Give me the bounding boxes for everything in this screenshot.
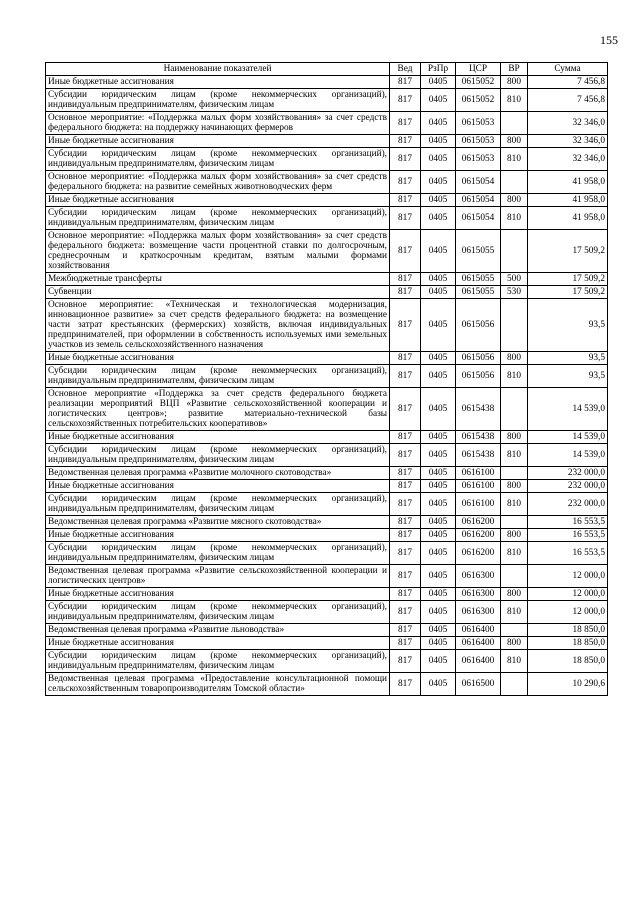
cell-name: Субсидии юридическим лицам (кроме некоммерческих организаций), индивидуальным предпринимателям, физическим лицам (46, 89, 390, 112)
cell-name: Иные бюджетные ассигнования (46, 352, 390, 365)
cell-csr: 0615438 (456, 431, 501, 444)
cell-csr: 0616400 (456, 637, 501, 650)
cell-csr: 0615053 (456, 112, 501, 135)
cell-csr: 0616200 (456, 516, 501, 529)
cell-rzpr: 0405 (421, 650, 456, 673)
table-row (46, 299, 608, 352)
table-row (46, 624, 608, 637)
cell-ved: 817 (390, 565, 421, 588)
table-row (46, 516, 608, 529)
cell-name: Основное мероприятие: «Поддержка малых форм хозяйствования» за счет средств федерального бюджета: на поддержку начинающих фермеров (46, 112, 390, 135)
cell-csr: 0616100 (456, 467, 501, 480)
cell-vr: 800 (501, 431, 528, 444)
cell-vr (501, 112, 528, 135)
table-row (46, 207, 608, 230)
cell-ved: 817 (390, 529, 421, 542)
budget-table (45, 62, 608, 696)
header-ved: Вед (390, 63, 421, 76)
cell-vr: 800 (501, 135, 528, 148)
cell-sum: 32 346,0 (528, 135, 608, 148)
cell-vr: 530 (501, 286, 528, 299)
cell-ved: 817 (390, 194, 421, 207)
cell-vr (501, 299, 528, 352)
cell-sum: 7 456,8 (528, 89, 608, 112)
cell-vr: 800 (501, 529, 528, 542)
cell-vr (501, 516, 528, 529)
cell-ved: 817 (390, 148, 421, 171)
cell-vr: 810 (501, 207, 528, 230)
cell-rzpr: 0405 (421, 230, 456, 273)
cell-name: Ведомственная целевая программа «Развитие молочного скотоводства» (46, 467, 390, 480)
cell-vr: 810 (501, 601, 528, 624)
cell-sum: 16 553,5 (528, 542, 608, 565)
table-row (46, 467, 608, 480)
cell-vr: 800 (501, 637, 528, 650)
table-row (46, 112, 608, 135)
cell-vr (501, 467, 528, 480)
cell-csr: 0615438 (456, 444, 501, 467)
cell-csr: 0616400 (456, 624, 501, 637)
cell-sum: 18 850,0 (528, 637, 608, 650)
cell-rzpr: 0405 (421, 673, 456, 696)
cell-vr: 500 (501, 273, 528, 286)
cell-name: Субсидии юридическим лицам (кроме некоммерческих организаций), индивидуальным предпринимателям, физическим лицам (46, 542, 390, 565)
cell-sum: 17 509,2 (528, 286, 608, 299)
cell-csr: 0615052 (456, 89, 501, 112)
cell-ved: 817 (390, 171, 421, 194)
header-rzpr: РзПр (421, 63, 456, 76)
cell-sum: 16 553,5 (528, 529, 608, 542)
cell-ved: 817 (390, 112, 421, 135)
cell-csr: 0616500 (456, 673, 501, 696)
cell-csr: 0615438 (456, 388, 501, 431)
table-row (46, 565, 608, 588)
cell-ved: 817 (390, 516, 421, 529)
cell-vr: 800 (501, 588, 528, 601)
cell-ved: 817 (390, 388, 421, 431)
cell-sum: 17 509,2 (528, 273, 608, 286)
cell-name: Ведомственная целевая программа «Развитие сельскохозяйственной кооперации и логистических центров» (46, 565, 390, 588)
table-row (46, 148, 608, 171)
cell-sum: 41 958,0 (528, 207, 608, 230)
table-row (46, 76, 608, 89)
cell-csr: 0616300 (456, 588, 501, 601)
cell-ved: 817 (390, 230, 421, 273)
cell-vr: 810 (501, 444, 528, 467)
table-row (46, 352, 608, 365)
cell-rzpr: 0405 (421, 467, 456, 480)
cell-name: Иные бюджетные ассигнования (46, 480, 390, 493)
cell-name: Субсидии юридическим лицам (кроме некоммерческих организаций), индивидуальным предпринимателям, физическим лицам (46, 207, 390, 230)
cell-sum: 12 000,0 (528, 601, 608, 624)
table-row (46, 89, 608, 112)
cell-vr (501, 230, 528, 273)
cell-vr (501, 171, 528, 194)
cell-ved: 817 (390, 588, 421, 601)
table-row (46, 171, 608, 194)
cell-name: Иные бюджетные ассигнования (46, 431, 390, 444)
cell-rzpr: 0405 (421, 365, 456, 388)
cell-name: Иные бюджетные ассигнования (46, 135, 390, 148)
cell-rzpr: 0405 (421, 135, 456, 148)
cell-sum: 232 000,0 (528, 480, 608, 493)
cell-sum: 232 000,0 (528, 493, 608, 516)
cell-rzpr: 0405 (421, 273, 456, 286)
cell-ved: 817 (390, 650, 421, 673)
cell-name: Субсидии юридическим лицам (кроме некоммерческих организаций), индивидуальным предпринимателям, физическим лицам (46, 365, 390, 388)
cell-vr: 800 (501, 352, 528, 365)
cell-csr: 0615055 (456, 286, 501, 299)
cell-rzpr: 0405 (421, 601, 456, 624)
cell-ved: 817 (390, 542, 421, 565)
cell-ved: 817 (390, 352, 421, 365)
cell-csr: 0615052 (456, 76, 501, 89)
table-row (46, 637, 608, 650)
cell-sum: 14 539,0 (528, 388, 608, 431)
cell-ved: 817 (390, 624, 421, 637)
cell-ved: 817 (390, 601, 421, 624)
cell-csr: 0616300 (456, 601, 501, 624)
cell-csr: 0616300 (456, 565, 501, 588)
cell-rzpr: 0405 (421, 194, 456, 207)
cell-name: Иные бюджетные ассигнования (46, 637, 390, 650)
cell-rzpr: 0405 (421, 624, 456, 637)
cell-vr (501, 624, 528, 637)
cell-rzpr: 0405 (421, 637, 456, 650)
cell-vr: 800 (501, 76, 528, 89)
cell-sum: 12 000,0 (528, 588, 608, 601)
cell-csr: 0615056 (456, 299, 501, 352)
cell-sum: 10 290,6 (528, 673, 608, 696)
cell-sum: 17 509,2 (528, 230, 608, 273)
cell-ved: 817 (390, 207, 421, 230)
cell-name: Иные бюджетные ассигнования (46, 529, 390, 542)
table-header-row (46, 63, 608, 76)
cell-csr: 0615053 (456, 148, 501, 171)
page-number: 155 (600, 33, 618, 47)
cell-vr: 810 (501, 365, 528, 388)
cell-csr: 0616400 (456, 650, 501, 673)
cell-name: Субвенции (46, 286, 390, 299)
cell-sum: 18 850,0 (528, 650, 608, 673)
cell-csr: 0616200 (456, 542, 501, 565)
cell-sum: 41 958,0 (528, 171, 608, 194)
cell-name: Иные бюджетные ассигнования (46, 194, 390, 207)
cell-rzpr: 0405 (421, 388, 456, 431)
cell-csr: 0615055 (456, 230, 501, 273)
cell-csr: 0615054 (456, 194, 501, 207)
cell-sum: 93,5 (528, 299, 608, 352)
cell-name: Субсидии юридическим лицам (кроме некоммерческих организаций), индивидуальным предпринимателям, физическим лицам (46, 148, 390, 171)
table-row (46, 480, 608, 493)
cell-rzpr: 0405 (421, 565, 456, 588)
cell-name: Основное мероприятие «Поддержка за счет средств федерального бюджета реализации мероприятий ВЦП «Развитие сельскохозяйственной кооперации и логистических центров»; развитие материально-технической базы сельскохозяйственных потребительских кооперативов» (46, 388, 390, 431)
cell-rzpr: 0405 (421, 542, 456, 565)
header-vr: ВР (501, 63, 528, 76)
cell-ved: 817 (390, 365, 421, 388)
table-row (46, 365, 608, 388)
cell-sum: 14 539,0 (528, 431, 608, 444)
cell-vr: 810 (501, 493, 528, 516)
cell-sum: 93,5 (528, 352, 608, 365)
header-name: Наименование показателей (46, 63, 390, 76)
cell-sum: 32 346,0 (528, 112, 608, 135)
table-row (46, 431, 608, 444)
cell-rzpr: 0405 (421, 493, 456, 516)
cell-vr: 810 (501, 542, 528, 565)
cell-name: Субсидии юридическим лицам (кроме некоммерческих организаций), индивидуальным предпринимателям, физическим лицам (46, 650, 390, 673)
cell-name: Иные бюджетные ассигнования (46, 588, 390, 601)
cell-sum: 232 000,0 (528, 467, 608, 480)
cell-rzpr: 0405 (421, 444, 456, 467)
cell-sum: 16 553,5 (528, 516, 608, 529)
cell-csr: 0615054 (456, 171, 501, 194)
cell-rzpr: 0405 (421, 207, 456, 230)
cell-rzpr: 0405 (421, 299, 456, 352)
cell-rzpr: 0405 (421, 352, 456, 365)
cell-sum: 12 000,0 (528, 565, 608, 588)
cell-ved: 817 (390, 467, 421, 480)
cell-rzpr: 0405 (421, 431, 456, 444)
table-row (46, 673, 608, 696)
cell-name: Ведомственная целевая программа «Развитие льноводства» (46, 624, 390, 637)
cell-csr: 0615056 (456, 365, 501, 388)
table-row (46, 444, 608, 467)
cell-csr: 0616100 (456, 493, 501, 516)
table-row (46, 493, 608, 516)
table-row (46, 650, 608, 673)
cell-ved: 817 (390, 273, 421, 286)
cell-name: Основное мероприятие: «Техническая и технологическая модернизация, инновационное развитие» за счет средств федерального бюджета: на возмещение части затрат крестьянских (фермерских) хозяйств, включая индивидуальных предпринимателей, при оформлении в собственность используемых ими земельных участков из земель сельскохозяйственного назначения (46, 299, 390, 352)
cell-sum: 18 850,0 (528, 624, 608, 637)
cell-name: Субсидии юридическим лицам (кроме некоммерческих организаций), индивидуальным предпринимателям, физическим лицам (46, 444, 390, 467)
cell-vr (501, 673, 528, 696)
cell-sum: 93,5 (528, 365, 608, 388)
cell-sum: 7 456,8 (528, 76, 608, 89)
cell-csr: 0616100 (456, 480, 501, 493)
cell-name: Основное мероприятие: «Поддержка малых форм хозяйствования» за счет средств федерального бюджета: возмещение части процентной ставки по долгосрочным, среднесрочным и краткосрочным кредитам, взятым малыми формами хозяйствования (46, 230, 390, 273)
cell-ved: 817 (390, 493, 421, 516)
cell-ved: 817 (390, 431, 421, 444)
cell-vr: 800 (501, 194, 528, 207)
table-row (46, 529, 608, 542)
cell-sum: 32 346,0 (528, 148, 608, 171)
cell-rzpr: 0405 (421, 529, 456, 542)
cell-name: Субсидии юридическим лицам (кроме некоммерческих организаций), индивидуальным предпринимателям, физическим лицам (46, 493, 390, 516)
cell-rzpr: 0405 (421, 112, 456, 135)
cell-vr (501, 388, 528, 431)
cell-name: Субсидии юридическим лицам (кроме некоммерческих организаций), индивидуальным предпринимателям, физическим лицам (46, 601, 390, 624)
cell-csr: 0615056 (456, 352, 501, 365)
header-sum: Сумма (528, 63, 608, 76)
table-row (46, 286, 608, 299)
cell-vr: 800 (501, 480, 528, 493)
cell-name: Межбюджетные трансферты (46, 273, 390, 286)
cell-ved: 817 (390, 135, 421, 148)
cell-csr: 0615054 (456, 207, 501, 230)
cell-rzpr: 0405 (421, 480, 456, 493)
cell-rzpr: 0405 (421, 286, 456, 299)
cell-rzpr: 0405 (421, 89, 456, 112)
cell-rzpr: 0405 (421, 516, 456, 529)
cell-name: Ведомственная целевая программа «Развитие мясного скотоводства» (46, 516, 390, 529)
cell-rzpr: 0405 (421, 171, 456, 194)
header-csr: ЦСР (456, 63, 501, 76)
cell-csr: 0616200 (456, 529, 501, 542)
cell-csr: 0615053 (456, 135, 501, 148)
table-row (46, 135, 608, 148)
cell-vr: 810 (501, 650, 528, 673)
cell-ved: 817 (390, 76, 421, 89)
cell-ved: 817 (390, 480, 421, 493)
cell-sum: 41 958,0 (528, 194, 608, 207)
table-row (46, 388, 608, 431)
cell-vr (501, 565, 528, 588)
table-row (46, 542, 608, 565)
cell-name: Ведомственная целевая программа «Предоставление консультационной помощи сельскохозяйственным товаропроизводителям Томской области» (46, 673, 390, 696)
cell-rzpr: 0405 (421, 588, 456, 601)
cell-name: Основное мероприятие: «Поддержка малых форм хозяйствования» за счет средств федерального бюджета: на развитие семейных животноводческих ферм (46, 171, 390, 194)
cell-vr: 810 (501, 148, 528, 171)
cell-csr: 0615055 (456, 273, 501, 286)
cell-rzpr: 0405 (421, 76, 456, 89)
cell-ved: 817 (390, 673, 421, 696)
table-row (46, 601, 608, 624)
table-row (46, 588, 608, 601)
cell-ved: 817 (390, 299, 421, 352)
cell-sum: 14 539,0 (528, 444, 608, 467)
cell-ved: 817 (390, 444, 421, 467)
cell-rzpr: 0405 (421, 148, 456, 171)
table-row (46, 194, 608, 207)
table-row (46, 230, 608, 273)
cell-vr: 810 (501, 89, 528, 112)
cell-ved: 817 (390, 286, 421, 299)
cell-ved: 817 (390, 89, 421, 112)
cell-ved: 817 (390, 637, 421, 650)
table-row (46, 273, 608, 286)
cell-name: Иные бюджетные ассигнования (46, 76, 390, 89)
